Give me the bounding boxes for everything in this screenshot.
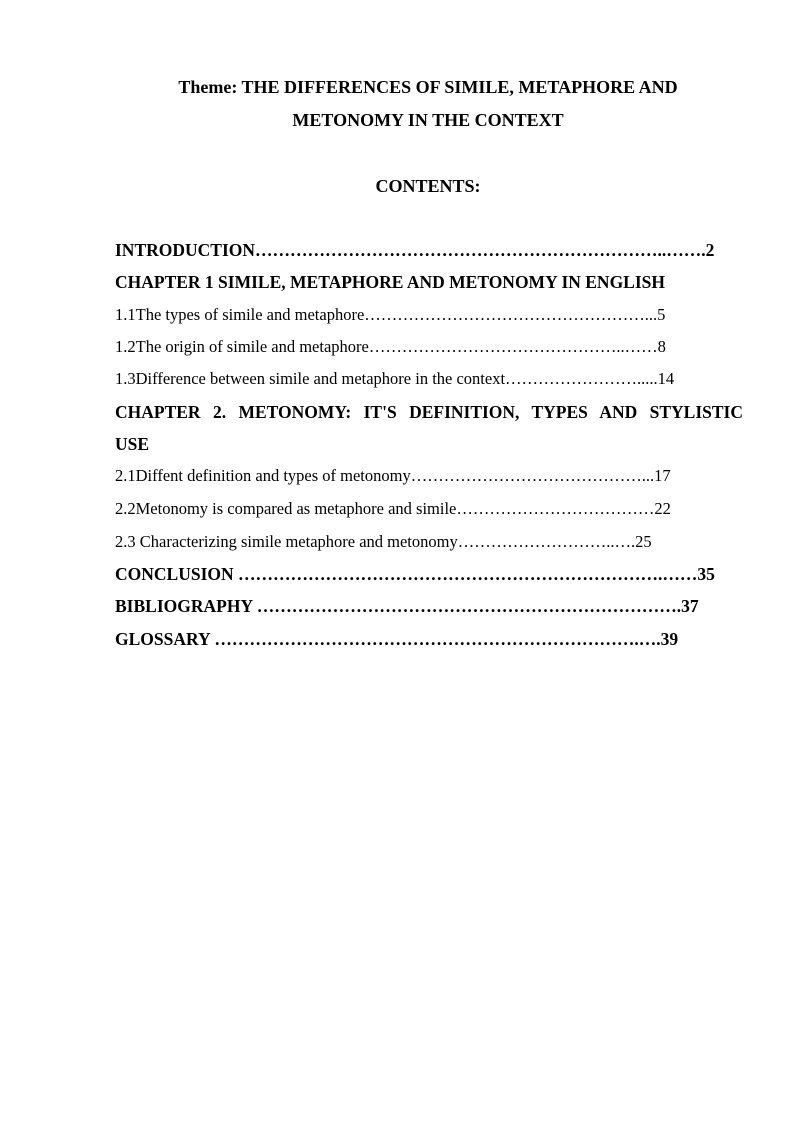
- toc-chapter-1-heading: CHAPTER 1 SIMILE, METAPHORE AND METONOMY IN ENGLISH: [115, 272, 666, 292]
- contents-heading: CONTENTS:: [375, 176, 481, 196]
- toc-entry-1-1: 1.1The types of simile and metaphore……………………………………………...5: [115, 305, 666, 324]
- toc-entry-2-2: 2.2Metonomy is compared as metaphore and simile………………………………22: [115, 499, 671, 518]
- toc-entry-introduction: INTRODUCTION……………………………………………………………..…….2: [115, 240, 715, 260]
- toc-entry-1-2: 1.2The origin of simile and metaphore………………………………………..……8: [115, 337, 666, 356]
- toc-entry-conclusion: CONCLUSION ……………………………………………………………….……35: [115, 564, 715, 584]
- toc-entry-glossary: GLOSSARY ……………………………………………………………….….39: [115, 629, 679, 649]
- theme-title-line-2: METONOMY IN THE CONTEXT: [292, 110, 564, 130]
- toc-entry-2-3: 2.3 Characterizing simile metaphore and metonomy………………………..….25: [115, 532, 652, 551]
- toc-entry-bibliography: BIBLIOGRAPHY ……………………………………………………………….37: [115, 596, 699, 616]
- toc-entry-2-1: 2.1Diffent definition and types of metonomy……………………………………...17: [115, 466, 671, 485]
- toc-chapter-2-heading-line-2: USE: [115, 434, 150, 454]
- toc-chapter-2-heading-line-1: CHAPTER 2. METONOMY: IT'S DEFINITION, TYPES AND STYLISTIC: [115, 402, 743, 422]
- toc-entry-1-3: 1.3Difference between simile and metaphore in the context…………………….....14: [115, 369, 675, 388]
- theme-title-line-1: Theme: THE DIFFERENCES OF SIMILE, METAPHORE AND: [178, 77, 678, 97]
